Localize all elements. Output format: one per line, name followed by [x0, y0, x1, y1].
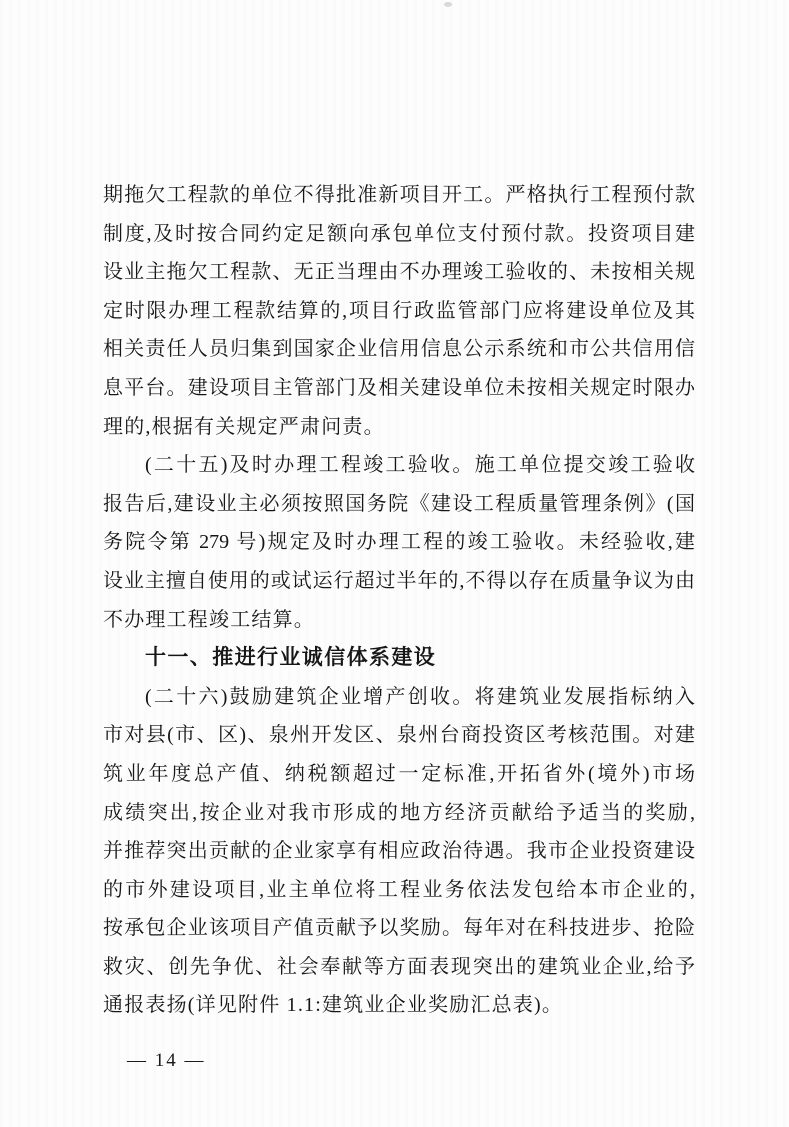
- scan-artifact: [444, 2, 452, 7]
- section-heading: 十一、推进行业诚信体系建设: [145, 646, 437, 670]
- document-line: 设业主擅自使用的或试运行超过半年的,不得以存在质量争议为由: [103, 569, 695, 592]
- document-line: 通报表扬(详见附件 1.1:建筑业企业奖励汇总表)。: [103, 994, 564, 1017]
- document-line: 市对县(市、区)、泉州开发区、泉州台商投资区考核范围。对建: [103, 724, 695, 747]
- document-line: 救灾、创先争优、社会奉献等方面表现突出的建筑业企业,给予: [103, 955, 695, 978]
- document-line: 设业主拖欠工程款、无正当理由不办理竣工验收的、未按相关规: [103, 261, 695, 284]
- document-line: 的市外建设项目,业主单位将工程业务依法发包给本市企业的,: [103, 878, 695, 901]
- document-line-paragraph-25-start: (二十五)及时办理工程竣工验收。施工单位提交竣工验收: [145, 454, 695, 477]
- document-line: 成绩突出,按企业对我市形成的地方经济贡献给予适当的奖励,: [103, 801, 695, 824]
- document-line: 按承包企业该项目产值贡献予以奖励。每年对在科技进步、抢险: [103, 917, 695, 940]
- document-line: 相关责任人员归集到国家企业信用信息公示系统和市公共信用信: [103, 338, 695, 361]
- document-body: [103, 176, 695, 1025]
- document-line: 息平台。建设项目主管部门及相关建设单位未按相关规定时限办: [103, 376, 695, 399]
- document-line: 务院令第 279 号)规定及时办理工程的竣工验收。未经验收,建: [103, 531, 695, 554]
- document-line-paragraph-26-start: (二十六)鼓励建筑企业增产创收。将建筑业发展指标纳入: [145, 685, 695, 708]
- page-number: — 14 —: [127, 1050, 206, 1071]
- document-line: 理的,根据有关规定严肃问责。: [103, 415, 385, 438]
- document-line: 制度,及时按合同约定足额向承包单位支付预付款。投资项目建: [103, 222, 695, 245]
- document-line: 并推荐突出贡献的企业家享有相应政治待遇。我市企业投资建设: [103, 840, 695, 863]
- document-line: 筑业年度总产值、纳税额超过一定标准,开拓省外(境外)市场: [103, 762, 695, 785]
- document-line: 期拖欠工程款的单位不得批准新项目开工。严格执行工程预付款: [103, 184, 695, 206]
- document-line: 定时限办理工程款结算的,项目行政监管部门应将建设单位及其: [103, 299, 695, 322]
- document-line: 报告后,建设业主必须按照国务院《建设工程质量管理条例》(国: [103, 492, 695, 515]
- document-line: 不办理工程竣工结算。: [103, 608, 315, 631]
